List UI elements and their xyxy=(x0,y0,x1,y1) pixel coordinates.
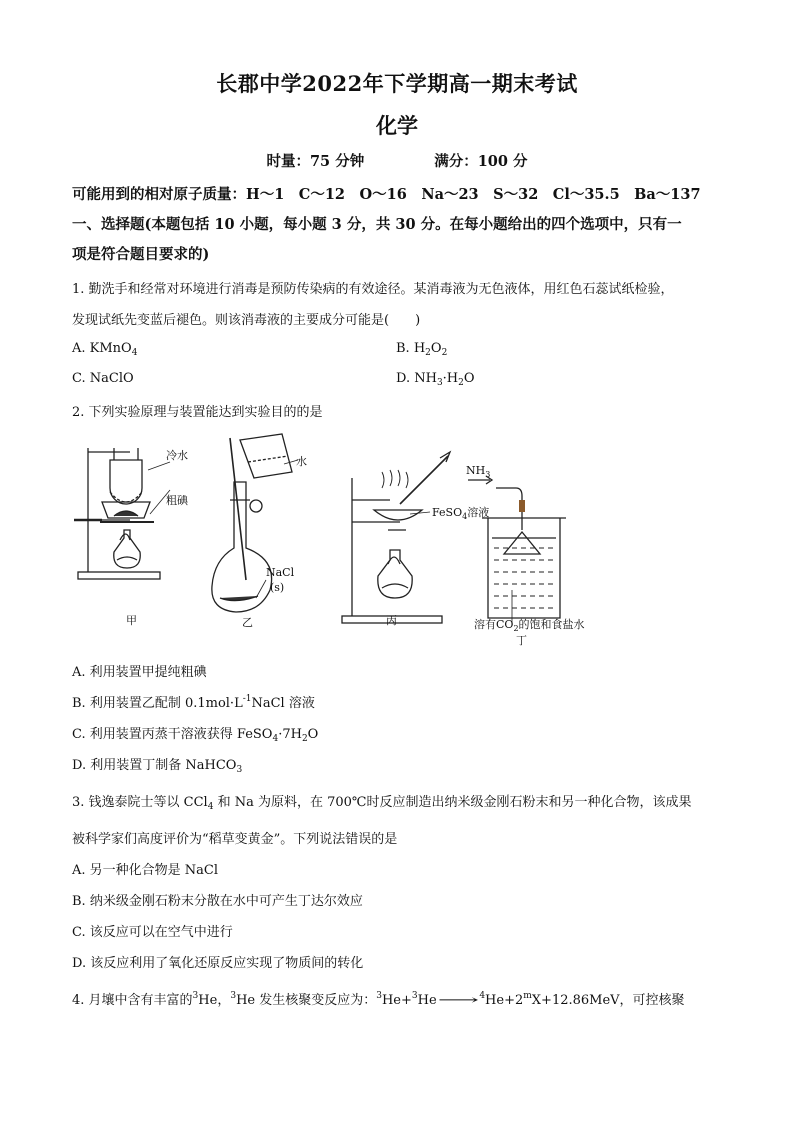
q2-apparatus-diagram xyxy=(70,430,730,660)
label-dissolved-co2-brine: 溶有$CO_2$的饱和食盐水 xyxy=(474,618,585,633)
apparatus-jia xyxy=(74,448,170,579)
label-crude-iodine: 粗碘 xyxy=(166,494,188,507)
q3-stem-line1: 3. 钱逸泰院士等以 CCl$_4$ 和 Na 为原料，在 700℃时反应制造出纳米级金刚石粉末和另一种化合物，该成果 xyxy=(72,795,692,812)
apparatus-ding xyxy=(468,476,566,626)
q2-option-d[interactable]: D. 利用装置丁制备 NaHCO$_3$ xyxy=(72,758,243,775)
q1-stem-line1: 1. 勤洗手和经常对环境进行消毒是预防传染病的有效途径。某消毒液为无色液体，用红色石蕊试纸检验， xyxy=(72,282,674,297)
q2-option-a[interactable]: A. 利用装置甲提纯粗碘 xyxy=(72,665,207,680)
q4-stem-line1: 4. 月壤中含有丰富的$^3$He，$^3$He 发生核聚变反应为：$^3He+^3He⟶^4He+2^mX+12.86MeV$，可控核聚 xyxy=(72,991,685,1008)
label-nh3: $NH_3$ xyxy=(466,464,491,479)
q1-option-a[interactable]: A. KMnO$_4$ xyxy=(72,341,138,358)
q2-option-c[interactable]: C. 利用装置丙蒸干溶液获得 $FeSO_4\cdot 7H_2O$ xyxy=(72,727,319,744)
label-bing: 丙 xyxy=(386,614,397,627)
label-nacl: NaCl xyxy=(266,566,295,579)
q2-stem: 2. 下列实验原理与装置能达到实验目的的是 xyxy=(72,405,323,420)
section1-heading-line1: 一、选择题(本题包括 10 小题，每小题 3 分，共 30 分。在每小题给出的四个选项中，只有一 xyxy=(72,216,682,233)
label-cold-water: 冷水 xyxy=(166,449,188,462)
q1-option-c[interactable]: C. NaClO xyxy=(72,371,134,386)
label-jia: 甲 xyxy=(126,614,137,627)
q3-option-a[interactable]: A. 另一种化合物是 NaCl xyxy=(72,863,219,878)
label-water: 水 xyxy=(296,455,307,468)
label-ding: 丁 xyxy=(516,634,527,647)
atomic-masses: 可能用到的相对原子质量：H～1 C～12 O～16 Na～23 S～32 Cl～35.5 Ba～137 xyxy=(72,186,701,203)
subject-title: 化学 xyxy=(376,113,418,138)
q1-stem-line2: 发现试纸先变蓝后褪色。则该消毒液的主要成分可能是( ) xyxy=(72,313,421,328)
apparatus-bing xyxy=(342,452,450,623)
exam-time: 时量：75 分钟 xyxy=(266,153,365,170)
q3-option-c[interactable]: C. 该反应可以在空气中进行 xyxy=(72,925,233,940)
q1-option-d[interactable]: D. $NH_3\cdot H_2O$ xyxy=(396,371,475,388)
q3-stem-line2: 被科学家们高度评价为“稻草变黄金”。下列说法错误的是 xyxy=(72,832,398,847)
exam-info xyxy=(0,150,794,171)
apparatus-yi xyxy=(212,434,298,612)
exam-title: 长郡中学2022年下学期高一期末考试 xyxy=(216,71,578,96)
q3-option-b[interactable]: B. 纳米级金刚石粉末分散在水中可产生丁达尔效应 xyxy=(72,894,363,909)
exam-score: 满分：100 分 xyxy=(434,153,528,170)
label-yi: 乙 xyxy=(242,616,253,629)
label-feso4-solution: FeSO$_4$溶液 xyxy=(432,506,490,521)
q1-option-b[interactable]: B. $H_2O_2$ xyxy=(396,341,448,358)
section1-heading-line2: 项是符合题目要求的) xyxy=(72,246,210,263)
q3-option-d[interactable]: D. 该反应利用了氧化还原反应实现了物质间的转化 xyxy=(72,956,364,971)
q2-option-b[interactable]: B. 利用装置乙配制 $0.1mol\cdot L^{-1}NaCl$ 溶液 xyxy=(72,694,315,711)
label-solid: (s) xyxy=(270,581,285,594)
